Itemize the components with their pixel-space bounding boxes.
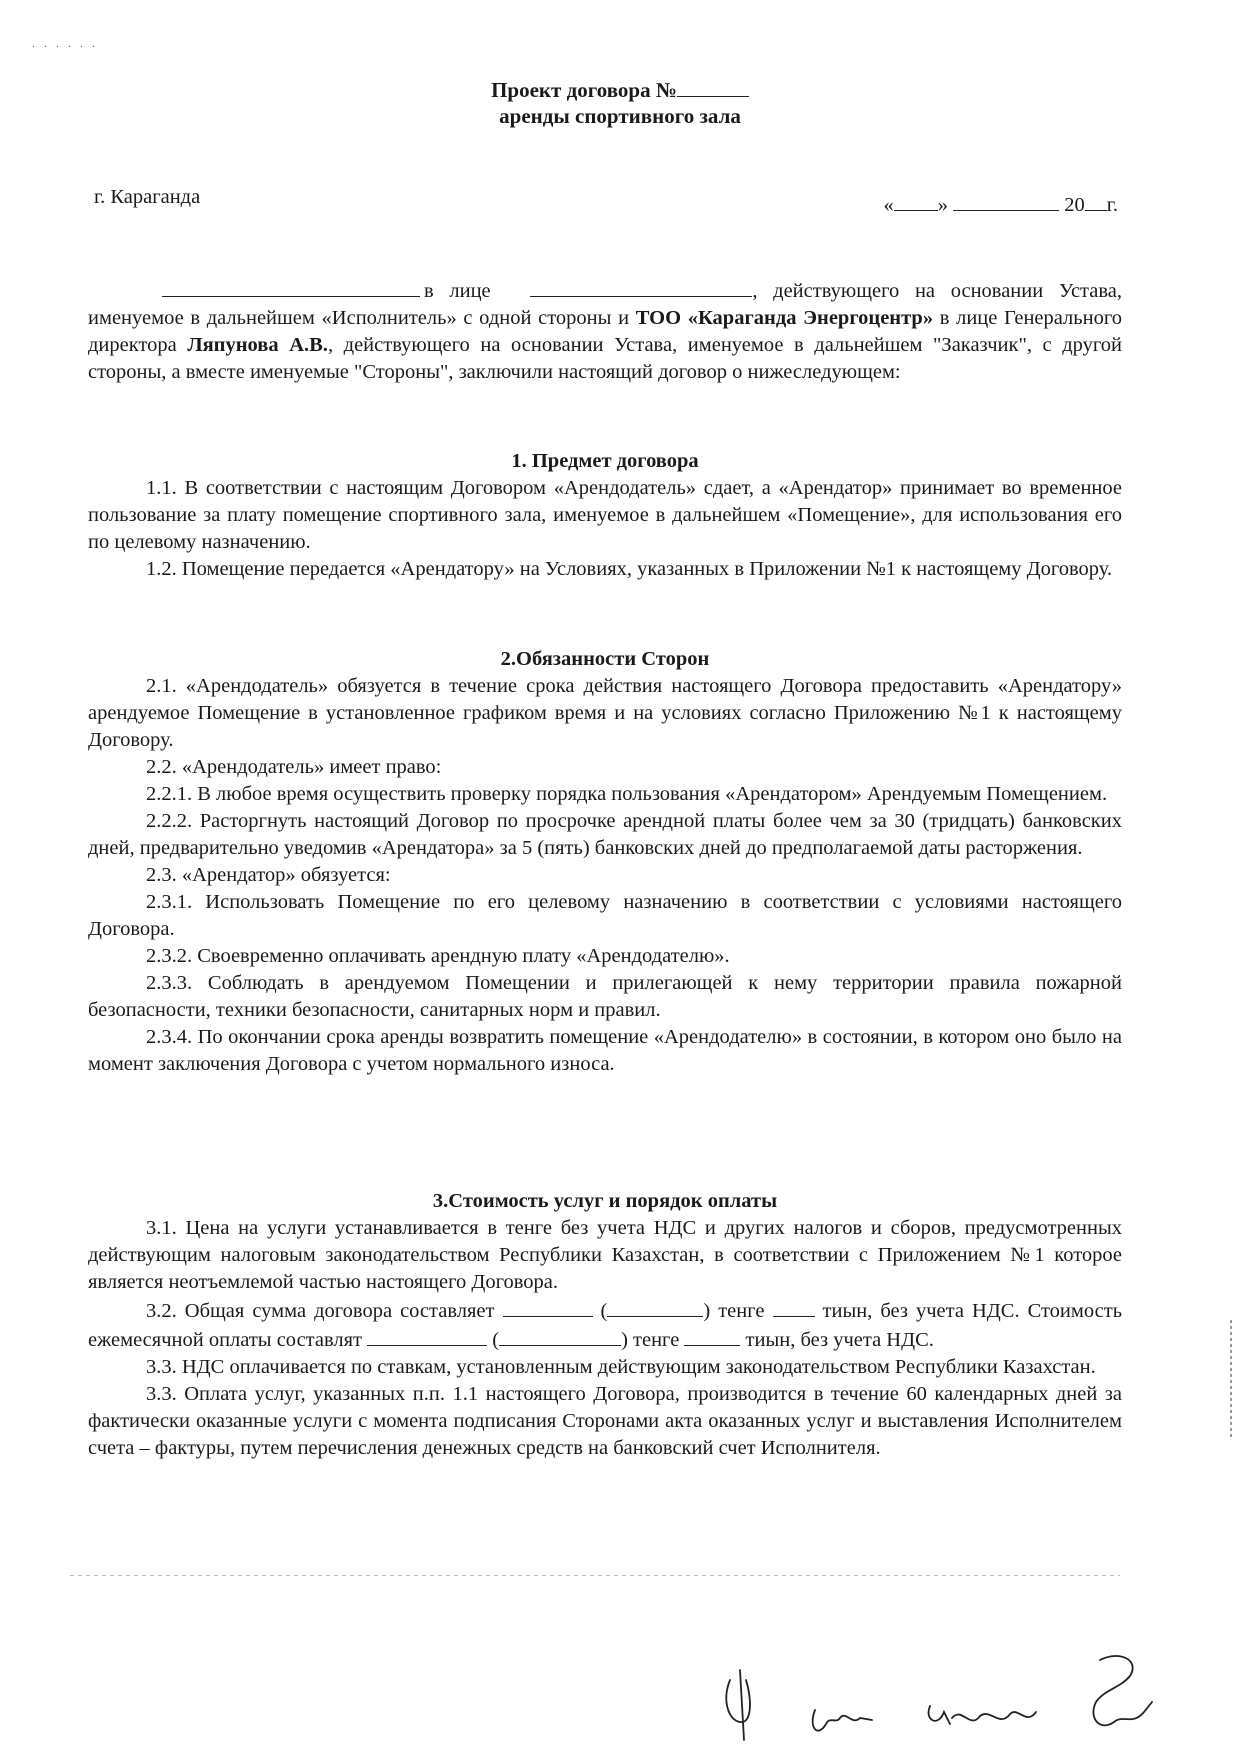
date-day-blank	[894, 190, 938, 211]
total-sum-words-blank	[607, 1296, 703, 1317]
scan-edge-marks	[1230, 1320, 1232, 1440]
executor-name-blank	[162, 276, 420, 297]
initial-2	[813, 1710, 872, 1731]
date-year-blank	[1085, 190, 1107, 211]
initial-1	[726, 1670, 750, 1740]
clause-2-3: 2.3. «Арендатор» обязуется:	[146, 864, 391, 886]
clause-3-1: 3.1. Цена на услуги устанавливается в тенге без учета НДС и других налогов и сборов, предусмотренных действующим налоговым законодательством Республики Казахстан, в соответствии с Приложением №1 которое является неотъемлемой частью настоящего Договора.	[88, 1217, 1122, 1293]
clause-2-3-2: 2.3.2. Своевременно оплачивать арендную плату «Арендодателю».	[146, 945, 730, 967]
representative-blank	[530, 276, 752, 297]
scan-separator	[70, 1575, 1120, 1576]
monthly-sum-blank	[367, 1325, 487, 1346]
clause-2-3-1: 2.3.1. Использовать Помещение по его целевому назначению в соответствии с условиями настоящего Договора.	[88, 891, 1122, 940]
clause-2-2-2: 2.2.2. Расторгнуть настоящий Договор по просрочке арендной платы более чем за 30 (тридцать) банковских дней, предварительно уведомив «Арендатора» за 5 (пять) банковских дней до предполагаемой даты расторжения.	[88, 810, 1122, 859]
clause-3-4: 3.3. Оплата услуг, указанных п.п. 1.1 настоящего Договора, производится в течение 60 календарных дней за фактически оказанные услуги с момента подписания Сторонами акта оказанных услуг и выставления Исполнителем счета – фактуры, путем перечисления денежных средств на банковский счет Исполнителя.	[88, 1383, 1122, 1459]
clause-2-1: 2.1. «Арендодатель» обязуется в течение срока действия настоящего Договора предоставить «Арендатору» арендуемое Помещение в установленное графиком время и на условиях согласно Приложению №1 к настоящему Договору.	[88, 675, 1122, 751]
intro-paragraph: в лице , действующего на основании Устава, именуемое в дальнейшем «Исполнитель» с одной стороны и ТОО «Караганда Энергоцентр» в лице Генерального директора Ляпунова А.В., действующего на основании Устава, именуемое в дальнейшем "Заказчик", с другой стороны, а вместе именуемые "Стороны", заключили настоящий договор о нижеследующем:	[88, 276, 1122, 386]
date-month-blank	[953, 190, 1059, 211]
total-sum-blank	[503, 1296, 593, 1317]
clause-2-2-1: 2.2.1. В любое время осуществить проверку порядка пользования «Арендатором» Арендуемым Помещением.	[146, 783, 1108, 805]
section-heading: 3.Стоимость услуг и порядок оплаты	[432, 1190, 778, 1212]
document-title: Проект договора №	[0, 76, 1240, 104]
section-2	[88, 646, 1122, 1078]
document-subtitle: аренды спортивного зала	[499, 104, 741, 128]
section-heading: 2.Обязанности Сторон	[500, 648, 710, 670]
clause-2-3-4: 2.3.4. По окончании срока аренды возвратить помещение «Арендодателю» в состоянии, в котором оно было на момент заключения Договора с учетом нормального износа.	[88, 1026, 1122, 1075]
clause-1-1: 1.1. В соответствии с настоящим Договором «Арендодатель» сдает, а «Арендатор» принимает во временное пользование за плату помещение спортивного зала, именуемое в дальнейшем «Помещение», для использования его по целевому назначению.	[88, 477, 1122, 553]
date-line: « » 20 г.	[884, 190, 1118, 219]
monthly-tiyn-blank	[684, 1325, 740, 1346]
clause-3-2: 3.2. Общая сумма договора составляет ( ) тенге тиын, без учета НДС. Стоимость ежемесячной оплаты составлят ( ) тенге тиын, без учета НДС.	[88, 1296, 1122, 1354]
clause-2-2: 2.2. «Арендодатель» имеет право:	[146, 756, 442, 778]
monthly-sum-words-blank	[499, 1325, 621, 1346]
initial-4	[1093, 1656, 1152, 1725]
clause-3-3: 3.3. НДС оплачивается по ставкам, установленным действующим законодательством Республики Казахстан.	[146, 1356, 1096, 1378]
section-3	[88, 1188, 1122, 1462]
total-tiyn-blank	[773, 1296, 815, 1317]
city: г. Караганда	[94, 186, 201, 208]
director-name: Ляпунова А.В.	[187, 334, 328, 356]
customer-org: ТОО «Караганда Энергоцентр»	[635, 307, 934, 329]
clause-2-3-3: 2.3.3. Соблюдать в арендуемом Помещении и прилегающей к нему территории правила пожарной безопасности, техники безопасности, санитарных норм и правил.	[88, 972, 1122, 1021]
section-1	[88, 448, 1122, 583]
scan-marks: . . . . . .	[32, 36, 98, 50]
initials-signatures	[700, 1640, 1180, 1750]
initial-3	[929, 1706, 1036, 1724]
contract-number-blank	[677, 76, 749, 97]
clause-1-2: 1.2. Помещение передается «Арендатору» на Условиях, указанных в Приложении №1 к настоящему Договору.	[146, 558, 1113, 580]
section-heading: 1. Предмет договора	[511, 450, 699, 472]
